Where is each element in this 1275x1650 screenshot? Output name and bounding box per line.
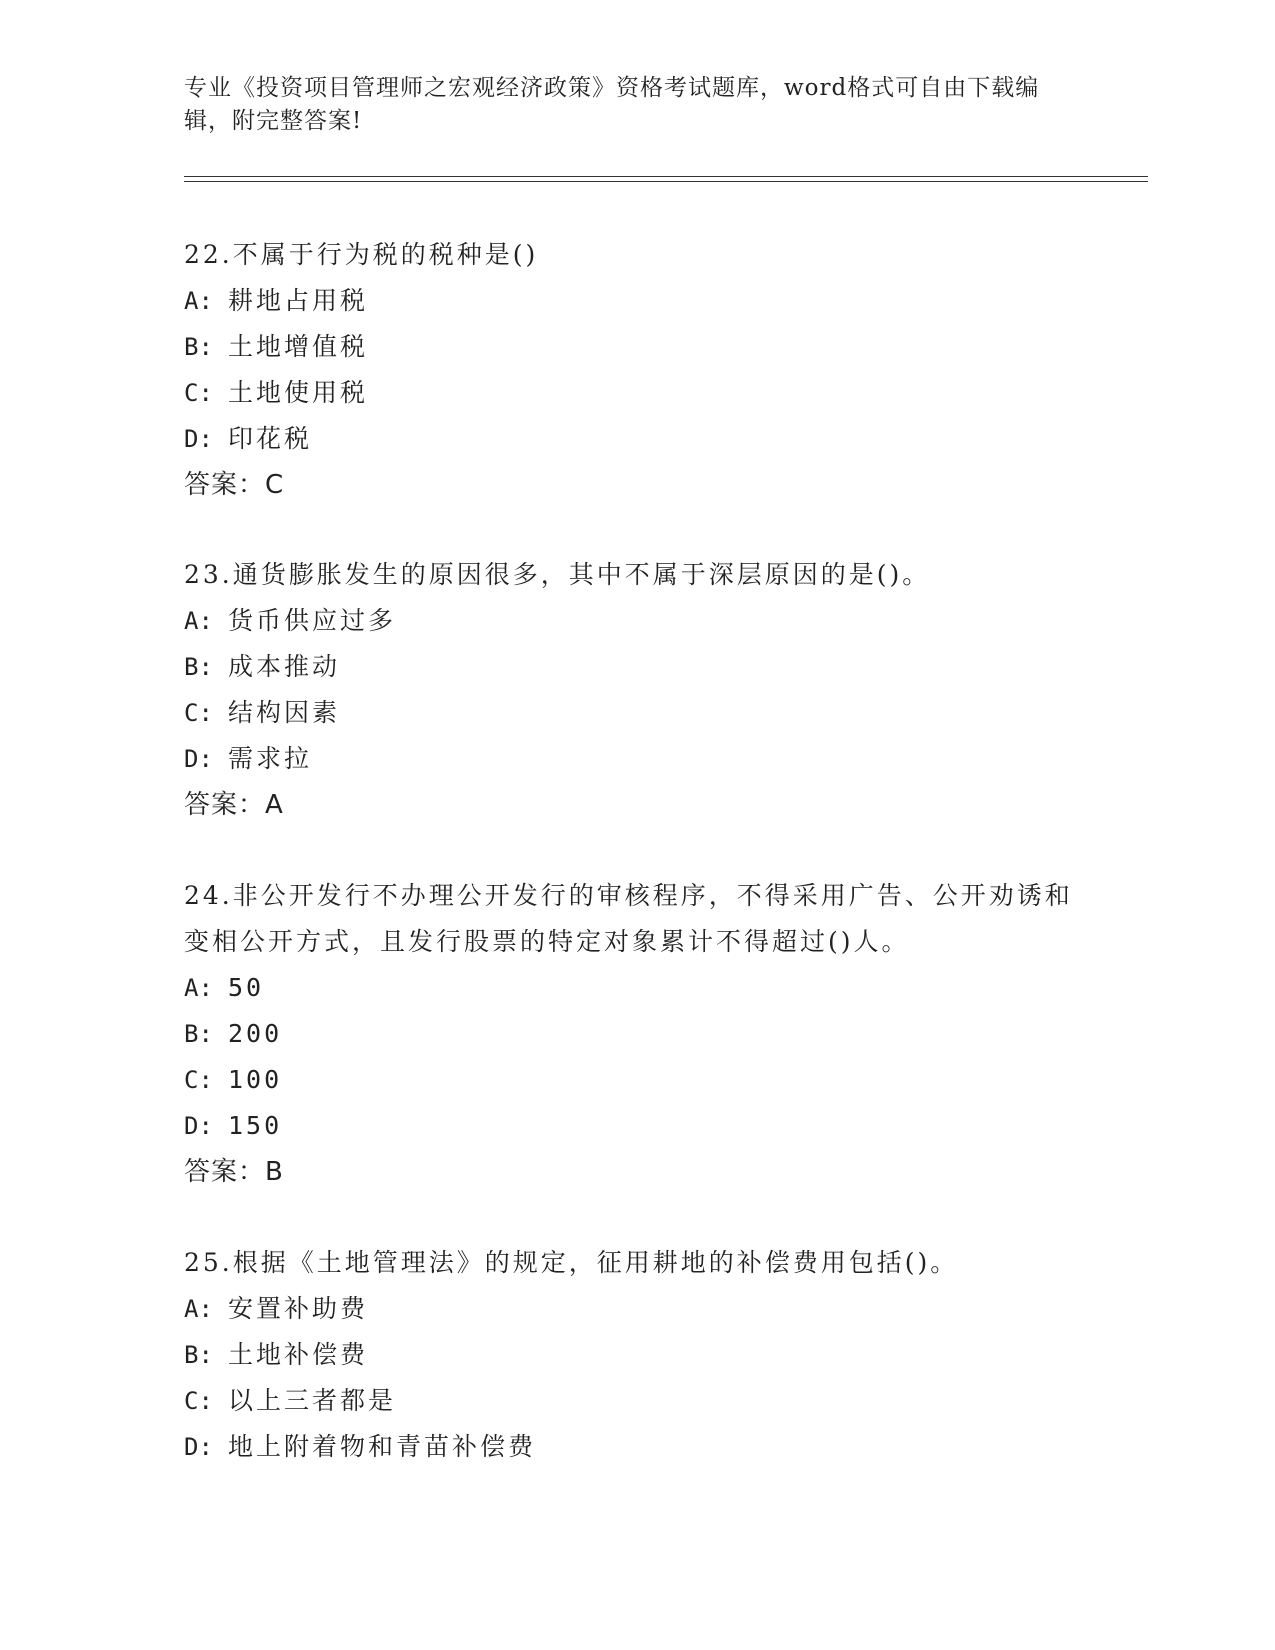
question-23 (184, 552, 1084, 828)
question-22 (184, 232, 1084, 508)
question-stem: 不属于行为税的税种是() (232, 240, 539, 269)
option-c (184, 1057, 1084, 1103)
answer-line (184, 1149, 1084, 1195)
option-text: 地上附着物和青苗补偿费 (228, 1432, 537, 1461)
option-text: 货币供应过多 (228, 606, 397, 635)
option-letter: A: (184, 1295, 213, 1323)
option-d (184, 416, 1084, 462)
option-b (184, 1332, 1084, 1378)
option-c (184, 370, 1084, 416)
question-text (184, 232, 1084, 278)
question-stem: 通货膨胀发生的原因很多，其中不属于深层原因的是()。 (232, 560, 931, 589)
option-letter: D: (184, 745, 213, 773)
header-divider-top (184, 176, 1148, 177)
option-d (184, 1424, 1084, 1470)
option-text: 土地使用税 (228, 378, 369, 407)
answer-value: C (265, 470, 285, 500)
option-text: 以上三者都是 (228, 1386, 397, 1415)
option-text: 耕地占用税 (228, 286, 369, 315)
option-b (184, 1011, 1084, 1057)
option-a (184, 1286, 1084, 1332)
option-text: 安置补助费 (228, 1294, 369, 1323)
question-text (184, 873, 1084, 965)
option-letter: B: (184, 1341, 213, 1369)
option-letter: B: (184, 653, 213, 681)
document-header: 专业《投资项目管理师之宏观经济政策》资格考试题库，word格式可自由下载编辑，附完整答案! (184, 75, 1040, 134)
option-text: 土地补偿费 (228, 1340, 369, 1369)
question-25 (184, 1240, 1084, 1470)
answer-value: A (265, 790, 284, 820)
question-text (184, 552, 1084, 598)
option-letter: C: (184, 1387, 213, 1415)
option-letter: D: (184, 1112, 213, 1140)
question-stem: 非公开发行不办理公开发行的审核程序，不得采用广告、公开劝诱和变相公开方式，且发行股票的特定对象累计不得超过()人。 (184, 881, 1073, 956)
answer-line (184, 782, 1084, 828)
option-text: 土地增值税 (228, 332, 369, 361)
option-letter: D: (184, 425, 213, 453)
option-text: 50 (228, 973, 265, 1002)
option-letter: B: (184, 1020, 213, 1048)
option-letter: C: (184, 1066, 213, 1094)
option-letter: C: (184, 379, 213, 407)
option-d (184, 1103, 1084, 1149)
header-divider-bottom (184, 181, 1148, 182)
answer-label: 答案： (184, 470, 266, 500)
option-text: 需求拉 (228, 744, 313, 773)
option-text: 150 (228, 1111, 283, 1140)
option-text: 结构因素 (228, 698, 341, 727)
question-number: 24. (184, 881, 233, 910)
option-b (184, 324, 1084, 370)
answer-value: B (265, 1157, 284, 1187)
option-text: 200 (228, 1019, 283, 1048)
option-letter: C: (184, 699, 213, 727)
option-c (184, 690, 1084, 736)
answer-label: 答案： (184, 1157, 266, 1187)
option-c (184, 1378, 1084, 1424)
option-letter: B: (184, 333, 213, 361)
option-text: 成本推动 (228, 652, 341, 681)
option-letter: A: (184, 607, 213, 635)
question-number: 25. (184, 1248, 233, 1277)
option-a (184, 598, 1084, 644)
answer-label: 答案： (184, 790, 266, 820)
option-letter: D: (184, 1433, 213, 1461)
option-text: 100 (228, 1065, 283, 1094)
answer-line (184, 462, 1084, 508)
question-text (184, 1240, 1084, 1286)
option-a (184, 965, 1084, 1011)
option-b (184, 644, 1084, 690)
option-a (184, 278, 1084, 324)
option-d (184, 736, 1084, 782)
question-number: 23. (184, 560, 233, 589)
option-text: 印花税 (228, 424, 313, 453)
option-letter: A: (184, 974, 213, 1002)
question-24 (184, 873, 1084, 1195)
option-letter: A: (184, 287, 213, 315)
question-stem: 根据《土地管理法》的规定，征用耕地的补偿费用包括()。 (232, 1248, 959, 1277)
question-number: 22. (184, 240, 233, 269)
